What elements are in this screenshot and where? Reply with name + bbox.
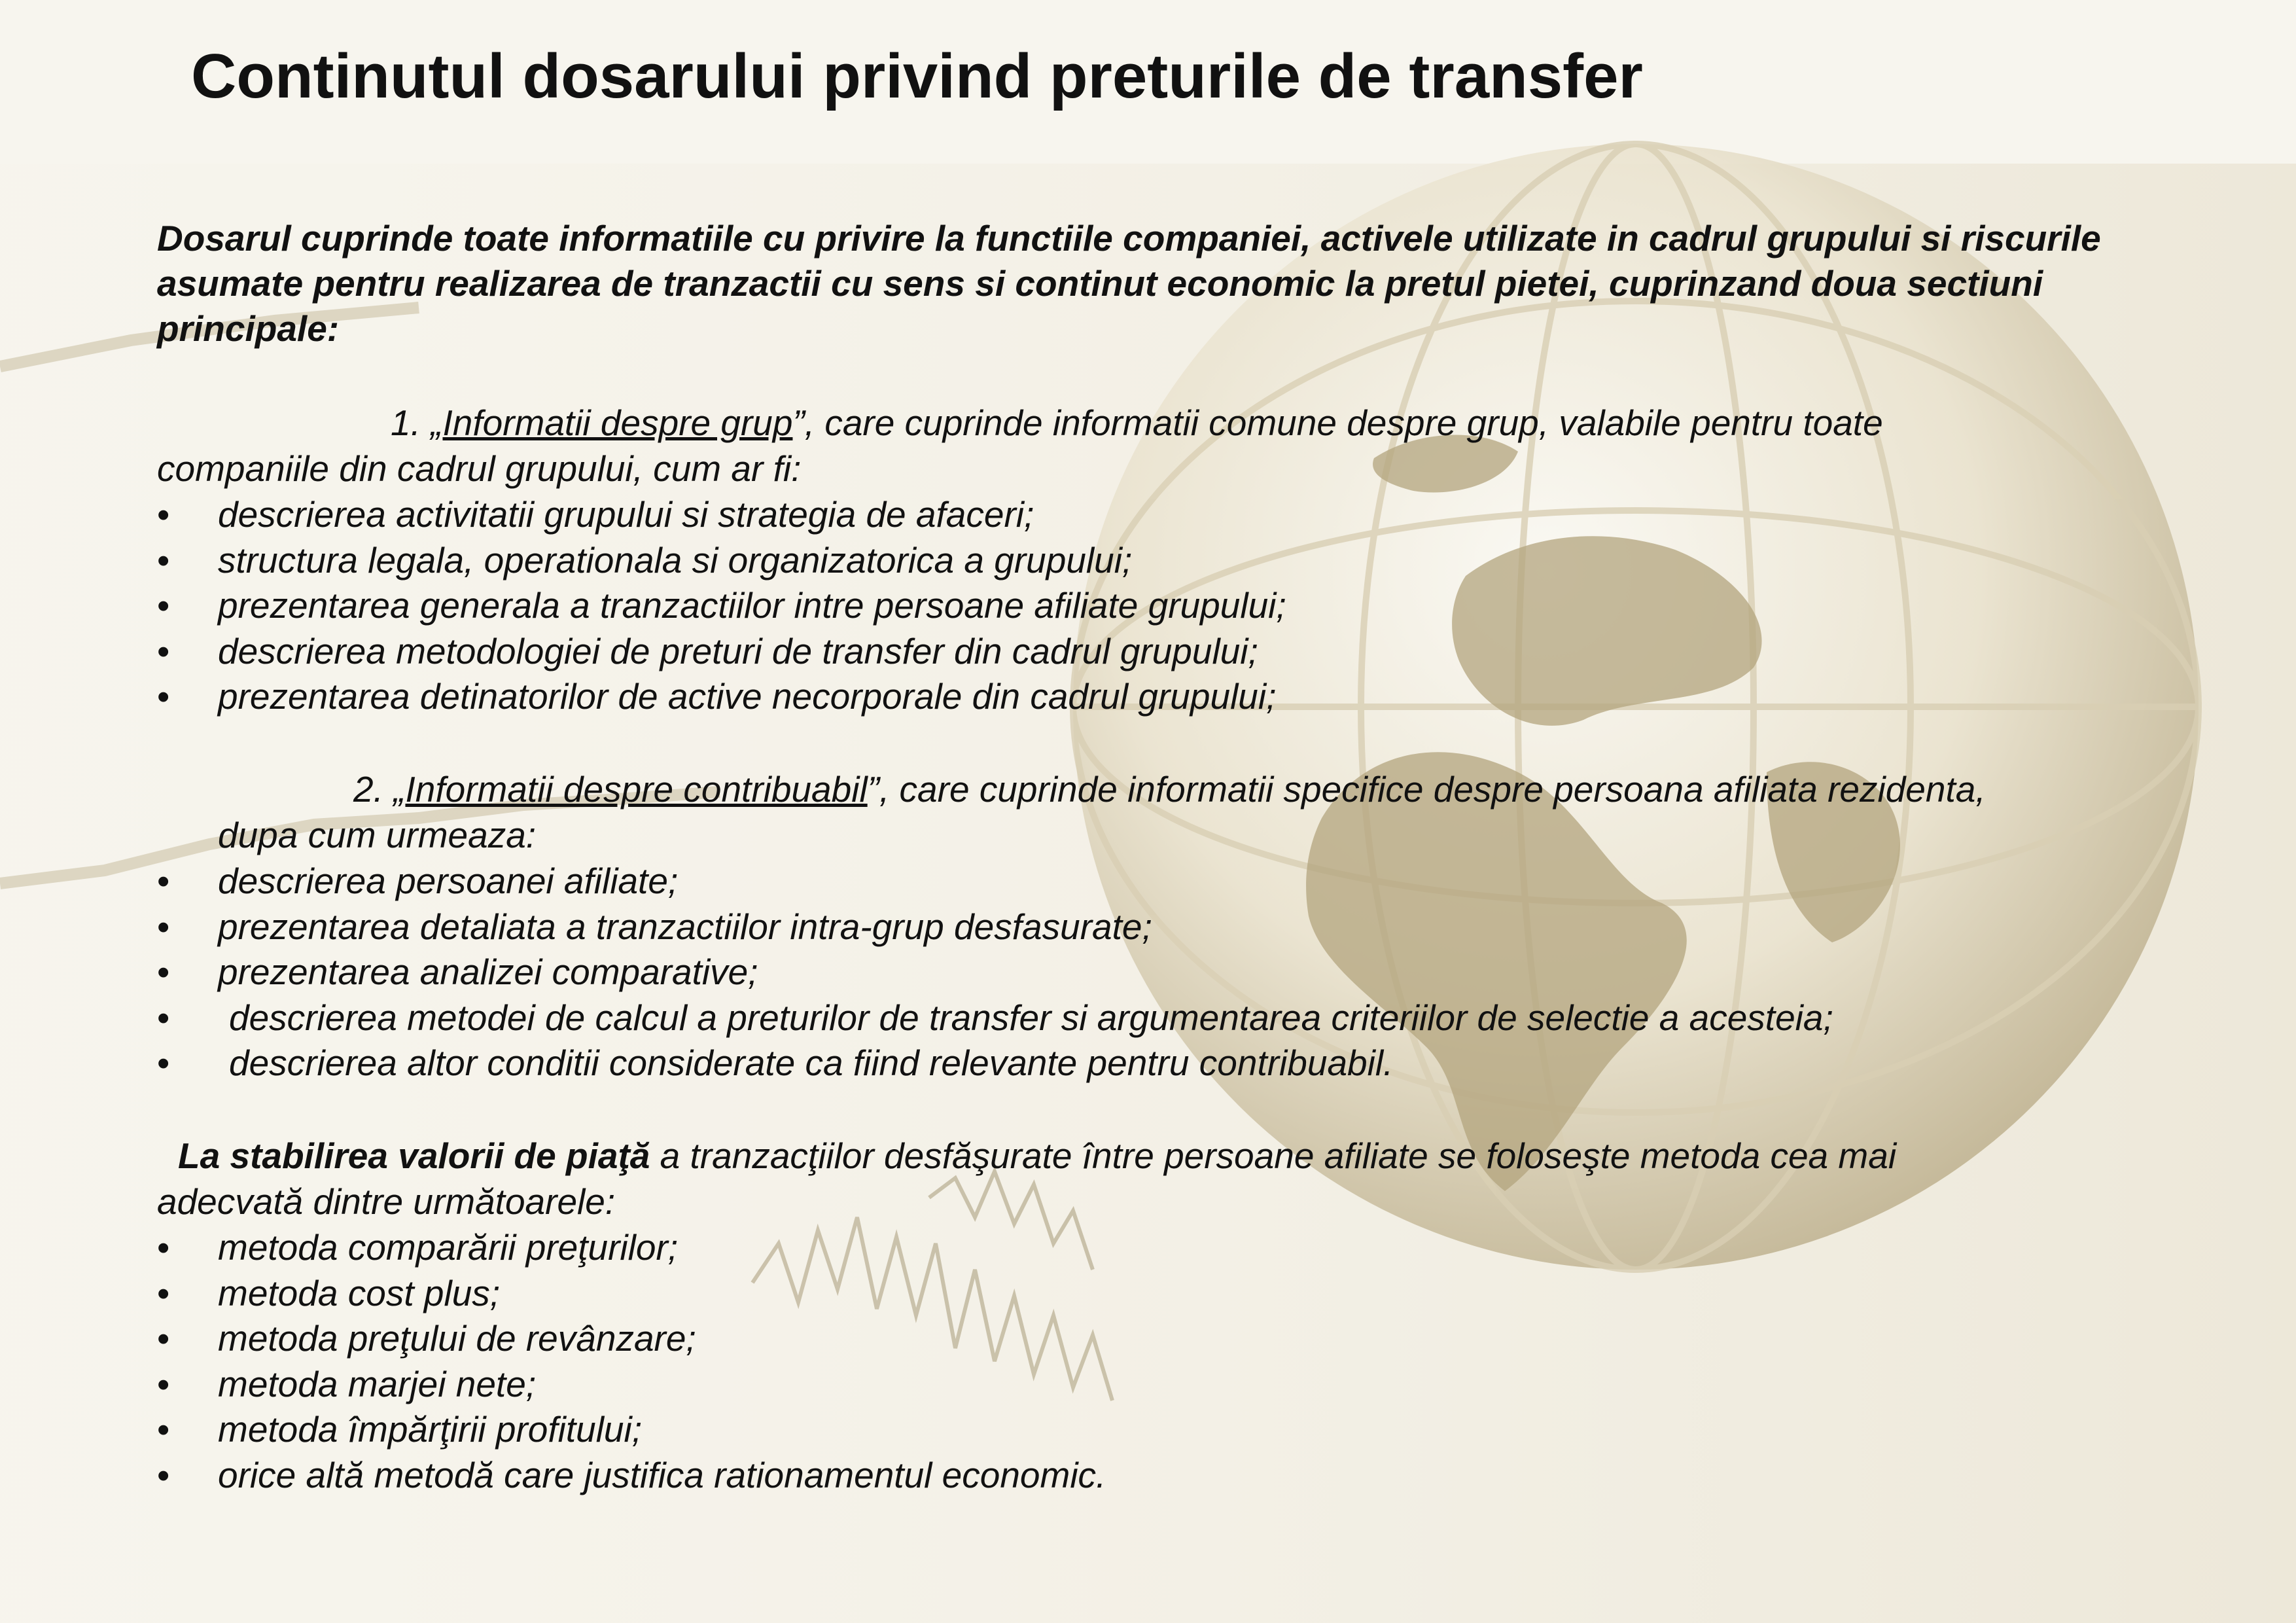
list-item-text: orice altă metodă care justifica rationamentul economic.	[218, 1454, 1106, 1495]
list-item-text: structura legala, operationala si organizatorica a grupului;	[218, 539, 1133, 580]
list-item-text: metoda marjei nete;	[218, 1363, 537, 1404]
section1-rest: ”, care cuprinde informatii comune despre grup, valabile pentru toate	[792, 402, 1883, 443]
section3-bold: La stabilirea valorii de piaţă	[178, 1135, 650, 1176]
list-item	[157, 859, 1833, 904]
list-item	[157, 1041, 1833, 1086]
list-item-text: descrierea metodei de calcul a preturilor de transfer si argumentarea criteriilor de selectie a acesteia;	[229, 997, 1833, 1038]
list-item-text: prezentarea analizei comparative;	[218, 952, 758, 992]
list-item-text: descrierea activitatii grupului si strategia de afaceri;	[218, 494, 1034, 535]
section3-continuation: adecvată dintre următoarele:	[157, 1181, 616, 1222]
list-item-text: metoda preţului de revânzare;	[218, 1318, 696, 1359]
bullet-icon: •	[157, 1318, 170, 1359]
bullet-icon: •	[157, 952, 170, 992]
list-item-text: metoda comparării preţurilor;	[218, 1227, 679, 1268]
list-item	[157, 1225, 1106, 1271]
list-item	[157, 674, 1286, 720]
bullet-icon: •	[157, 1227, 170, 1268]
section1-name: Informatii despre grup	[442, 402, 793, 443]
list-item-text: metoda împărţirii profitului;	[218, 1409, 643, 1450]
section2-number: 2. „	[353, 769, 406, 810]
list-item-text: metoda cost plus;	[218, 1272, 501, 1313]
bullet-icon: •	[157, 585, 170, 626]
section3-list	[157, 1225, 1106, 1498]
section1-number: 1. „	[391, 402, 443, 443]
bullet-icon: •	[157, 861, 170, 901]
list-item	[157, 1453, 1106, 1499]
bullet-icon: •	[157, 1409, 170, 1450]
list-item	[157, 950, 1833, 995]
section1-heading	[391, 401, 1883, 446]
list-item-text: descrierea metodologiei de preturi de transfer din cadrul grupului;	[218, 630, 1258, 671]
list-item	[157, 492, 1286, 538]
section1-list	[157, 492, 1286, 720]
bullet-icon: •	[157, 1454, 170, 1495]
list-item	[157, 629, 1286, 675]
intro-paragraph: Dosarul cuprinde toate informatiile cu privire la functiile companiei, activele utilizate in cadrul grupului si riscurile asumate pentru realizarea de tranzactii cu sens si continut economic la pretul pietei, cuprinzand doua sectiuni principale:	[157, 218, 2101, 349]
list-item	[157, 904, 1833, 950]
list-item-text: prezentarea detinatorilor de active necorporale din cadrul grupului;	[218, 676, 1277, 717]
section2-heading	[353, 767, 1986, 812]
section3-heading	[178, 1133, 1896, 1179]
list-item	[157, 583, 1286, 629]
bullet-icon: •	[157, 906, 170, 947]
bullet-icon: •	[157, 1272, 170, 1313]
section2-continuation: dupa cum urmeaza:	[218, 815, 537, 855]
bullet-icon: •	[157, 997, 170, 1038]
list-item	[157, 1316, 1106, 1362]
section1-continuation: companiile din cadrul grupului, cum ar fi:	[157, 448, 802, 489]
section2-list	[157, 859, 1833, 1086]
section2-rest: ”, care cuprinde informatii specifice despre persoana afiliata rezidenta,	[867, 769, 1986, 810]
list-item	[157, 538, 1286, 584]
list-item-text: prezentarea generala a tranzactiilor intre persoane afiliate grupului;	[218, 585, 1286, 626]
list-item-text: descrierea altor conditii considerate ca fiind relevante pentru contribuabil.	[229, 1043, 1394, 1083]
section2-name: Informatii despre contribuabil	[405, 769, 868, 810]
bullet-icon: •	[157, 494, 170, 535]
bullet-icon: •	[157, 539, 170, 580]
list-item	[157, 1271, 1106, 1317]
bullet-icon: •	[157, 630, 170, 671]
bullet-icon: •	[157, 1363, 170, 1404]
list-item	[157, 1407, 1106, 1453]
bullet-icon: •	[157, 676, 170, 717]
bullet-icon: •	[157, 1043, 170, 1083]
list-item	[157, 1362, 1106, 1408]
list-item-text: descrierea persoanei afiliate;	[218, 861, 679, 901]
list-item	[157, 995, 1833, 1041]
section3-rest: a tranzacţiilor desfăşurate între persoane afiliate se foloseşte metoda cea mai	[650, 1135, 1897, 1176]
list-item-text: prezentarea detaliata a tranzactiilor intra-grup desfasurate;	[218, 906, 1152, 947]
page-title: Continutul dosarului privind preturile de transfer	[191, 41, 1643, 111]
